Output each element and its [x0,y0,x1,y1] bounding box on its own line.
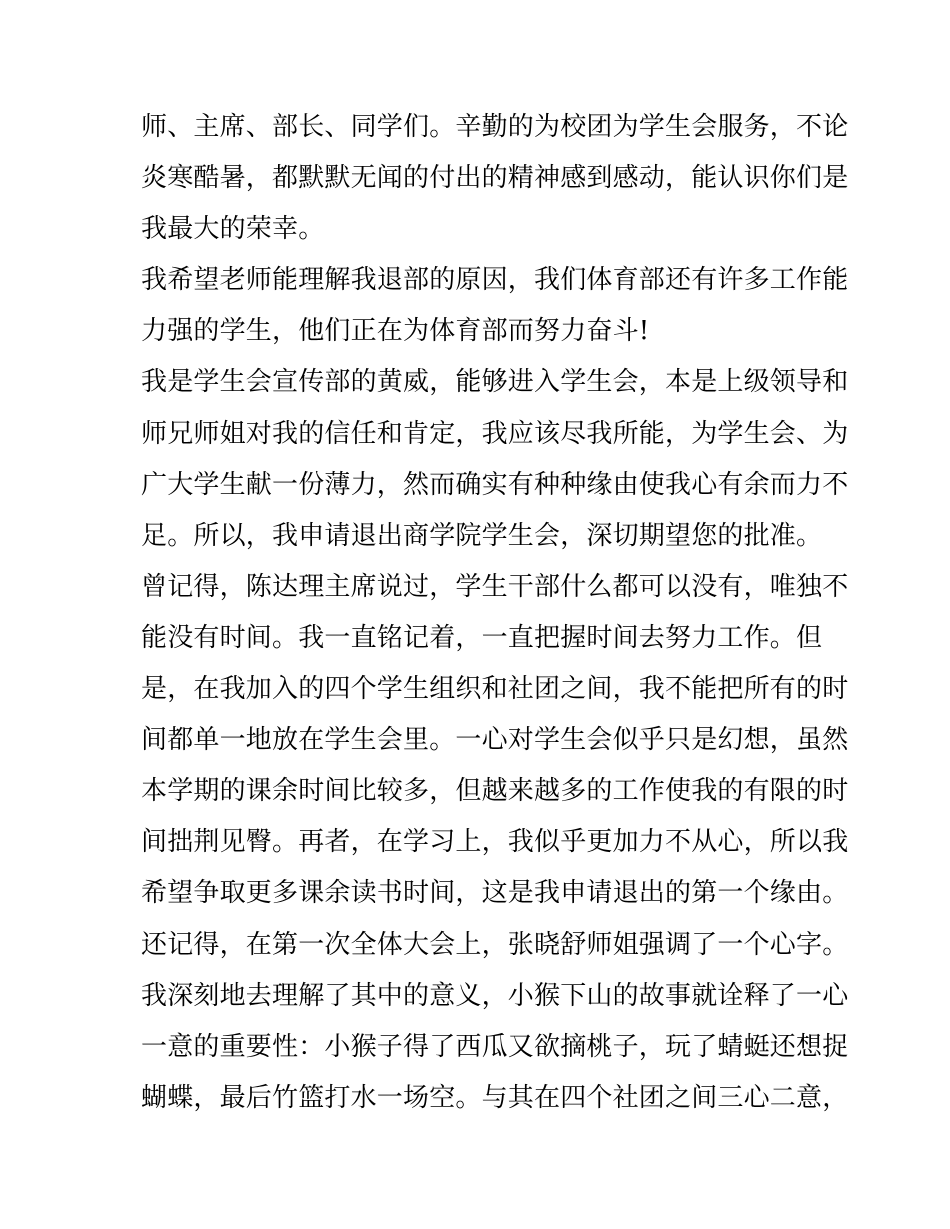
text-line: 间拙荆见臀。再者，在学习上，我似乎更加力不从心，所以我 [141,827,849,858]
text-line: 我希望老师能理解我退部的原因，我们体育部还有许多工作能 [141,265,849,296]
text-line: 炎寒酷暑，都默默无闻的付出的精神感到感动，能认识你们是 [141,163,849,194]
text-line: 师兄师姐对我的信任和肯定，我应该尽我所能，为学生会、为 [141,418,849,449]
text-line: 间都单一地放在学生会里。一心对学生会似乎只是幻想，虽然 [141,725,849,756]
text-line: 希望争取更多课余读书时间，这是我申请退出的第一个缘由。 [141,878,849,909]
text-line: 足。所以，我申请退出商学院学生会，深切期望您的批准。 [141,520,823,551]
text-line: 曾记得，陈达理主席说过，学生干部什么都可以没有，唯独不 [141,571,849,602]
text-line: 广大学生献一份薄力，然而确实有种种缘由使我心有余而力不 [141,469,849,500]
text-line: 能没有时间。我一直铭记着，一直把握时间去努力工作。但 [141,622,823,653]
text-line: 蝴蝶，最后竹篮打水一场空。与其在四个社团之间三心二意， [141,1082,849,1113]
text-line: 本学期的课余时间比较多，但越来越多的工作使我的有限的时 [141,776,849,807]
text-line: 力强的学生，他们正在为体育部而努力奋斗! [141,316,650,347]
text-line: 我深刻地去理解了其中的意义，小猴下山的故事就诠释了一心 [141,980,849,1011]
text-line: 师、主席、部长、同学们。辛勤的为校团为学生会服务，不论 [141,112,849,142]
body-text [141,102,849,1124]
text-line: 还记得，在第一次全体大会上，张晓舒师姐强调了一个心字。 [141,929,849,960]
text-line: 我是学生会宣传部的黄威，能够进入学生会，本是上级领导和 [141,367,849,398]
text-line: 我最大的荣幸。 [141,214,325,245]
text-line: 一意的重要性：小猴子得了西瓜又欲摘桃子，玩了蜻蜓还想捉 [141,1031,849,1062]
text-line: 是，在我加入的四个学生组织和社团之间，我不能把所有的时 [141,674,849,705]
